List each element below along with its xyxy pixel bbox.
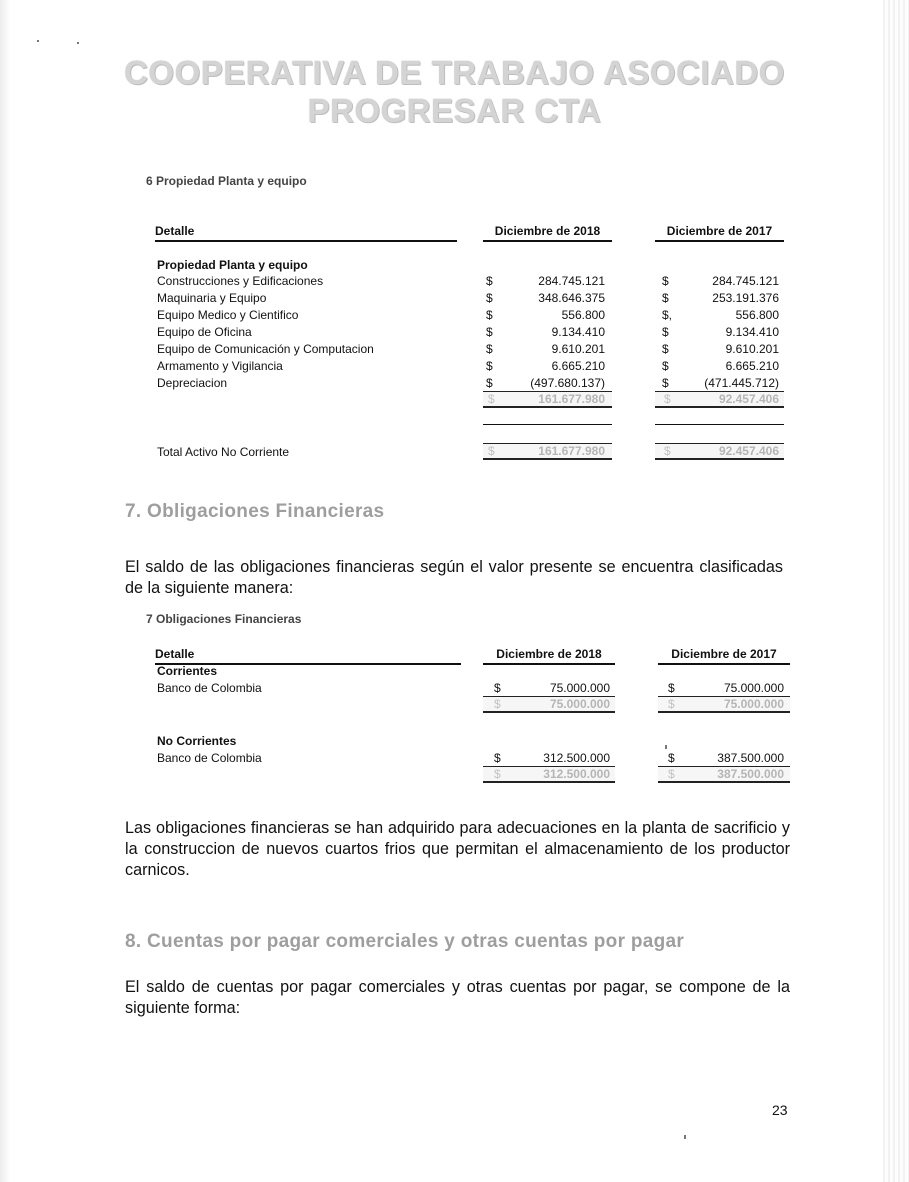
row-label: Equipo de Oficina <box>157 325 252 339</box>
row-label: Equipo Medico y Cientifico <box>157 308 299 322</box>
value-2017: 75.000.000 <box>723 681 784 695</box>
value-2018: 9.134.410 <box>551 325 605 339</box>
scan-left-edge <box>0 0 10 1182</box>
scan-speck <box>77 42 79 44</box>
note6-section-title: Propiedad Planta y equipo <box>157 258 308 272</box>
note6-subtotal-2017: 92.457.406 <box>718 392 779 406</box>
currency-2017: $ <box>662 291 669 305</box>
divider <box>655 424 784 425</box>
note6-total-2017: 92.457.406 <box>718 444 779 458</box>
scan-speck <box>37 40 39 42</box>
currency-2018: $ <box>486 274 493 288</box>
section7-paragraph: El saldo de las obligaciones financieras según el valor presente se encuentra clasificadas de la siguiente manera: <box>125 558 783 597</box>
scan-speck <box>665 745 667 749</box>
note6-total-currency-2017: $ <box>664 444 671 458</box>
value-2017: 253.191.376 <box>712 291 779 305</box>
currency-2017: $ <box>662 274 669 288</box>
currency-2017: $ <box>662 325 669 339</box>
row-label: Banco de Colombia <box>157 681 262 695</box>
row-label: Maquinaria y Equipo <box>157 291 267 305</box>
value-2017: 556.800 <box>735 308 779 322</box>
currency-2018: $ <box>494 681 501 695</box>
corrientes-subtotal-currency-2018: $ <box>494 697 501 711</box>
no-corrientes-subtotal-2017: 387.500.000 <box>717 767 784 781</box>
section7-heading: 7. Obligaciones Financieras <box>125 501 385 522</box>
value-2017: 387.500.000 <box>717 751 784 765</box>
document-title-line2: PROGRESAR CTA <box>307 92 602 129</box>
no-corrientes-subtotal-currency-2017: $ <box>668 767 675 781</box>
row-label: Equipo de Comunicación y Computacion <box>157 342 374 356</box>
note6-total-2018: 161.677.980 <box>538 444 605 458</box>
currency-2017: $ <box>662 342 669 356</box>
note6-caption: 6 Propiedad Planta y equipo <box>146 174 307 188</box>
row-label: Depreciacion <box>157 376 228 390</box>
currency-2017: $, <box>662 308 673 322</box>
note6-subtotal-currency-2017: $ <box>664 392 671 406</box>
note7-col-2017: Diciembre de 2017 <box>658 647 790 665</box>
value-2017: (471.445.712) <box>704 376 779 390</box>
no-corrientes-subtotal-currency-2018: $ <box>494 767 501 781</box>
currency-2017: $ <box>662 359 669 373</box>
currency-2018: $ <box>486 308 493 322</box>
value-2018: 312.500.000 <box>543 751 610 765</box>
section7-paragraph-2: Las obligaciones financieras se han adquirido para adecuaciones en la planta de sacrificio y la construccion de nuevos cuartos frios que permitan el almacenamiento de los productor carnicos. <box>125 819 790 879</box>
row-label: Armamento y Vigilancia <box>157 359 283 373</box>
note6-col-2018: Diciembre de 2018 <box>483 224 612 242</box>
currency-2018: $ <box>486 325 493 339</box>
note6-total-currency-2018: $ <box>488 444 495 458</box>
row-label: Banco de Colombia <box>157 751 262 765</box>
value-2017: 6.665.210 <box>725 359 779 373</box>
scan-right-edge <box>883 0 909 1182</box>
corrientes-subtotal-2018: 75.000.000 <box>549 697 610 711</box>
currency-2017: $ <box>668 751 675 765</box>
corrientes-title: Corrientes <box>157 664 218 678</box>
value-2018: 348.646.375 <box>538 291 605 305</box>
no-corrientes-subtotal-2018: 312.500.000 <box>543 767 610 781</box>
note6-subtotal-currency-2018: $ <box>488 392 495 406</box>
note6-subtotal-2018: 161.677.980 <box>538 392 605 406</box>
note6-col-2017: Diciembre de 2017 <box>655 224 784 242</box>
row-label: Construcciones y Edificaciones <box>157 274 324 288</box>
value-2017: 284.745.121 <box>712 274 779 288</box>
value-2017: 9.134.410 <box>725 325 779 339</box>
value-2018: 75.000.000 <box>549 681 610 695</box>
corrientes-subtotal-currency-2017: $ <box>668 697 675 711</box>
no-corrientes-title: No Corrientes <box>157 734 237 748</box>
page-number: 23 <box>772 1102 788 1118</box>
currency-2018: $ <box>486 376 493 390</box>
value-2017: 9.610.201 <box>725 342 779 356</box>
currency-2018: $ <box>486 359 493 373</box>
value-2018: 556.800 <box>561 308 605 322</box>
value-2018: 284.745.121 <box>538 274 605 288</box>
currency-2017: $ <box>662 376 669 390</box>
note6-total-label: Total Activo No Corriente <box>157 445 290 459</box>
divider <box>483 424 612 425</box>
document-title-line1: COOPERATIVA DE TRABAJO ASOCIADO <box>124 54 785 91</box>
note7-caption: 7 Obligaciones Financieras <box>146 612 302 626</box>
value-2018: (497.680.137) <box>530 376 605 390</box>
currency-2018: $ <box>494 751 501 765</box>
note6-col-detail: Detalle <box>155 224 457 242</box>
currency-2017: $ <box>668 681 675 695</box>
section8-heading: 8. Cuentas por pagar comerciales y otras cuentas por pagar <box>125 931 685 952</box>
note7-col-2018: Diciembre de 2018 <box>483 647 615 665</box>
currency-2018: $ <box>486 291 493 305</box>
currency-2018: $ <box>486 342 493 356</box>
section8-paragraph: El saldo de cuentas por pagar comerciales y otras cuentas por pagar, se compone de la siguiente forma: <box>125 978 790 1017</box>
value-2018: 9.610.201 <box>551 342 605 356</box>
value-2018: 6.665.210 <box>551 359 605 373</box>
corrientes-subtotal-2017: 75.000.000 <box>723 697 784 711</box>
note7-col-detail: Detalle <box>155 647 461 665</box>
scan-speck <box>684 1135 686 1139</box>
